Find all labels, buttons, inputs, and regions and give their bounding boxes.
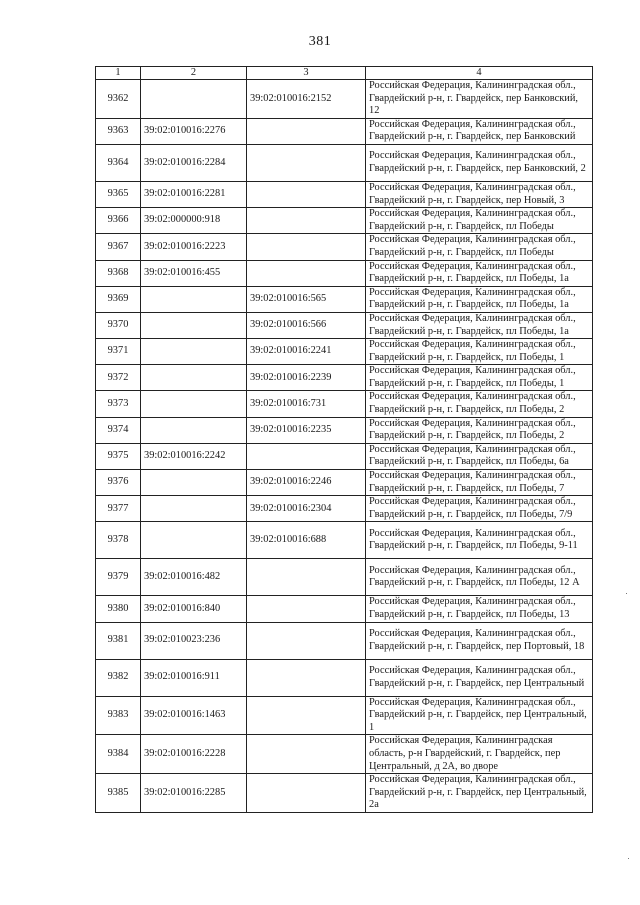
cadastral-number-cell: 39:02:010016:2284 xyxy=(141,144,247,181)
cadastral-number-cell: 39:02:000000:918 xyxy=(141,208,247,234)
cadastral-number-cell xyxy=(141,417,247,443)
table-row xyxy=(96,339,593,365)
table-row xyxy=(96,144,593,181)
address-cell: Российская Федерация, Калининградская обл., Гвардейский р-н, г. Гвардейск, пл Победы xyxy=(366,208,593,234)
cadastral-number-cell xyxy=(247,596,366,622)
cadastral-number-cell xyxy=(141,312,247,338)
cadastral-number-cell xyxy=(247,559,366,596)
scan-speck xyxy=(626,593,627,594)
cadastral-number-cell: 39:02:010016:2246 xyxy=(247,470,366,496)
cadastral-number-cell xyxy=(141,286,247,312)
cadastral-number-cell xyxy=(141,496,247,522)
row-number-cell: 9385 xyxy=(96,774,141,813)
cadastral-number-cell: 39:02:010016:688 xyxy=(247,522,366,559)
address-cell: Российская Федерация, Калининградская обл., Гвардейский р-н, г. Гвардейск, пер Центральный, 2а xyxy=(366,774,593,813)
table-row xyxy=(96,470,593,496)
address-cell: Российская Федерация, Калининградская обл., Гвардейский р-н, г. Гвардейск, пер Портовый, 18 xyxy=(366,622,593,659)
row-number-cell: 9379 xyxy=(96,559,141,596)
table-row xyxy=(96,260,593,286)
address-cell: Российская Федерация, Калининградская обл., Гвардейский р-н, г. Гвардейск, пл Победы, 7 xyxy=(366,470,593,496)
address-cell: Российская Федерация, Калининградская обл., Гвардейский р-н, г. Гвардейск, пл Победы, 1а xyxy=(366,286,593,312)
cadastral-number-cell: 39:02:010016:482 xyxy=(141,559,247,596)
registry-table xyxy=(95,66,593,813)
table-header xyxy=(96,67,593,80)
cadastral-number-cell xyxy=(247,208,366,234)
cadastral-number-cell xyxy=(141,470,247,496)
address-cell: Российская Федерация, Калининградская обл., Гвардейский р-н, г. Гвардейск, пл Победы, 13 xyxy=(366,596,593,622)
table-row xyxy=(96,417,593,443)
header-row xyxy=(96,67,593,80)
column-header-1: 1 xyxy=(96,67,141,80)
cadastral-number-cell xyxy=(247,118,366,144)
cadastral-number-cell xyxy=(141,522,247,559)
cadastral-number-cell: 39:02:010016:2241 xyxy=(247,339,366,365)
address-cell: Российская Федерация, Калининградская обл., Гвардейский р-н, г. Гвардейск, пл Победы, 1 xyxy=(366,339,593,365)
table-row xyxy=(96,659,593,696)
cadastral-number-cell xyxy=(247,774,366,813)
column-header-4: 4 xyxy=(366,67,593,80)
row-number-cell: 9362 xyxy=(96,80,141,119)
address-cell: Российская Федерация, Калининградская обл., Гвардейский р-н, г. Гвардейск, пл Победы, 1а xyxy=(366,312,593,338)
table-row xyxy=(96,365,593,391)
row-number-cell: 9365 xyxy=(96,181,141,207)
table-row xyxy=(96,522,593,559)
table-row xyxy=(96,391,593,417)
address-cell: Российская Федерация, Калининградская обл., Гвардейский р-н, г. Гвардейск, пер Банковский, 12 xyxy=(366,80,593,119)
table-row xyxy=(96,181,593,207)
cadastral-number-cell xyxy=(247,260,366,286)
cadastral-number-cell xyxy=(247,659,366,696)
cadastral-number-cell: 39:02:010023:236 xyxy=(141,622,247,659)
address-cell: Российская Федерация, Калининградская обл., Гвардейский р-н, г. Гвардейск, пер Банковский xyxy=(366,118,593,144)
table-row xyxy=(96,443,593,469)
address-cell: Российская Федерация, Калининградская обл., Гвардейский р-н, г. Гвардейск, пер Банковский, 2 xyxy=(366,144,593,181)
cadastral-number-cell xyxy=(247,443,366,469)
row-number-cell: 9363 xyxy=(96,118,141,144)
table-row xyxy=(96,208,593,234)
column-header-2: 2 xyxy=(141,67,247,80)
table-row xyxy=(96,286,593,312)
table-row xyxy=(96,696,593,735)
cadastral-number-cell xyxy=(247,234,366,260)
cadastral-number-cell: 39:02:010016:840 xyxy=(141,596,247,622)
cadastral-number-cell: 39:02:010016:2276 xyxy=(141,118,247,144)
cadastral-number-cell: 39:02:010016:731 xyxy=(247,391,366,417)
row-number-cell: 9384 xyxy=(96,735,141,774)
row-number-cell: 9376 xyxy=(96,470,141,496)
table-body xyxy=(96,80,593,813)
row-number-cell: 9371 xyxy=(96,339,141,365)
address-cell: Российская Федерация, Калининградская обл., Гвардейский р-н, г. Гвардейск, пер Центральный xyxy=(366,659,593,696)
table-row xyxy=(96,312,593,338)
cadastral-number-cell: 39:02:010016:2228 xyxy=(141,735,247,774)
cadastral-number-cell: 39:02:010016:2235 xyxy=(247,417,366,443)
row-number-cell: 9383 xyxy=(96,696,141,735)
table-row xyxy=(96,774,593,813)
cadastral-number-cell xyxy=(247,622,366,659)
table-row xyxy=(96,496,593,522)
row-number-cell: 9368 xyxy=(96,260,141,286)
cadastral-number-cell xyxy=(247,181,366,207)
address-cell: Российская Федерация, Калининградская область, р-н Гвардейский, г. Гвардейск, пер Центральный, д 2А, во дворе xyxy=(366,735,593,774)
cadastral-number-cell xyxy=(141,365,247,391)
table-row xyxy=(96,118,593,144)
row-number-cell: 9380 xyxy=(96,596,141,622)
row-number-cell: 9375 xyxy=(96,443,141,469)
address-cell: Российская Федерация, Калининградская обл., Гвардейский р-н, г. Гвардейск, пер Центральный, 1 xyxy=(366,696,593,735)
address-cell: Российская Федерация, Калининградская обл., Гвардейский р-н, г. Гвардейск, пл Победы, 2 xyxy=(366,417,593,443)
address-cell: Российская Федерация, Калининградская обл., Гвардейский р-н, г. Гвардейск, пл Победы xyxy=(366,234,593,260)
table-row xyxy=(96,80,593,119)
cadastral-number-cell: 39:02:010016:455 xyxy=(141,260,247,286)
cadastral-number-cell: 39:02:010016:1463 xyxy=(141,696,247,735)
row-number-cell: 9377 xyxy=(96,496,141,522)
cadastral-number-cell: 39:02:010016:2281 xyxy=(141,181,247,207)
row-number-cell: 9369 xyxy=(96,286,141,312)
row-number-cell: 9374 xyxy=(96,417,141,443)
row-number-cell: 9378 xyxy=(96,522,141,559)
table-row xyxy=(96,559,593,596)
cadastral-number-cell: 39:02:010016:911 xyxy=(141,659,247,696)
cadastral-number-cell: 39:02:010016:566 xyxy=(247,312,366,338)
address-cell: Российская Федерация, Калининградская обл., Гвардейский р-н, г. Гвардейск, пл Победы, 7/9 xyxy=(366,496,593,522)
cadastral-number-cell: 39:02:010016:2242 xyxy=(141,443,247,469)
page-number: 381 xyxy=(308,34,332,49)
address-cell: Российская Федерация, Калининградская обл., Гвардейский р-н, г. Гвардейск, пл Победы, 1 xyxy=(366,365,593,391)
cadastral-number-cell xyxy=(247,696,366,735)
address-cell: Российская Федерация, Калининградская обл., Гвардейский р-н, г. Гвардейск, пл Победы, 6а xyxy=(366,443,593,469)
row-number-cell: 9372 xyxy=(96,365,141,391)
table-row xyxy=(96,596,593,622)
table-row xyxy=(96,622,593,659)
row-number-cell: 9382 xyxy=(96,659,141,696)
row-number-cell: 9381 xyxy=(96,622,141,659)
cadastral-number-cell: 39:02:010016:565 xyxy=(247,286,366,312)
cadastral-number-cell xyxy=(247,144,366,181)
table-row xyxy=(96,234,593,260)
address-cell: Российская Федерация, Калининградская обл., Гвардейский р-н, г. Гвардейск, пл Победы, 9-11 xyxy=(366,522,593,559)
address-cell: Российская Федерация, Калининградская обл., Гвардейский р-н, г. Гвардейск, пл Победы, 12 А xyxy=(366,559,593,596)
cadastral-number-cell: 39:02:010016:2239 xyxy=(247,365,366,391)
cadastral-number-cell xyxy=(247,735,366,774)
scan-speck xyxy=(628,858,629,859)
cadastral-number-cell xyxy=(141,391,247,417)
address-cell: Российская Федерация, Калининградская обл., Гвардейский р-н, г. Гвардейск, пл Победы, 1а xyxy=(366,260,593,286)
cadastral-number-cell xyxy=(141,80,247,119)
cadastral-number-cell: 39:02:010016:2285 xyxy=(141,774,247,813)
address-cell: Российская Федерация, Калининградская обл., Гвардейский р-н, г. Гвардейск, пл Победы, 2 xyxy=(366,391,593,417)
cadastral-number-cell: 39:02:010016:2304 xyxy=(247,496,366,522)
column-header-3: 3 xyxy=(247,67,366,80)
cadastral-number-cell xyxy=(141,339,247,365)
row-number-cell: 9364 xyxy=(96,144,141,181)
cadastral-number-cell: 39:02:010016:2223 xyxy=(141,234,247,260)
row-number-cell: 9373 xyxy=(96,391,141,417)
address-cell: Российская Федерация, Калининградская обл., Гвардейский р-н, г. Гвардейск, пер Новый, 3 xyxy=(366,181,593,207)
cadastral-number-cell: 39:02:010016:2152 xyxy=(247,80,366,119)
row-number-cell: 9367 xyxy=(96,234,141,260)
row-number-cell: 9370 xyxy=(96,312,141,338)
row-number-cell: 9366 xyxy=(96,208,141,234)
table-row xyxy=(96,735,593,774)
